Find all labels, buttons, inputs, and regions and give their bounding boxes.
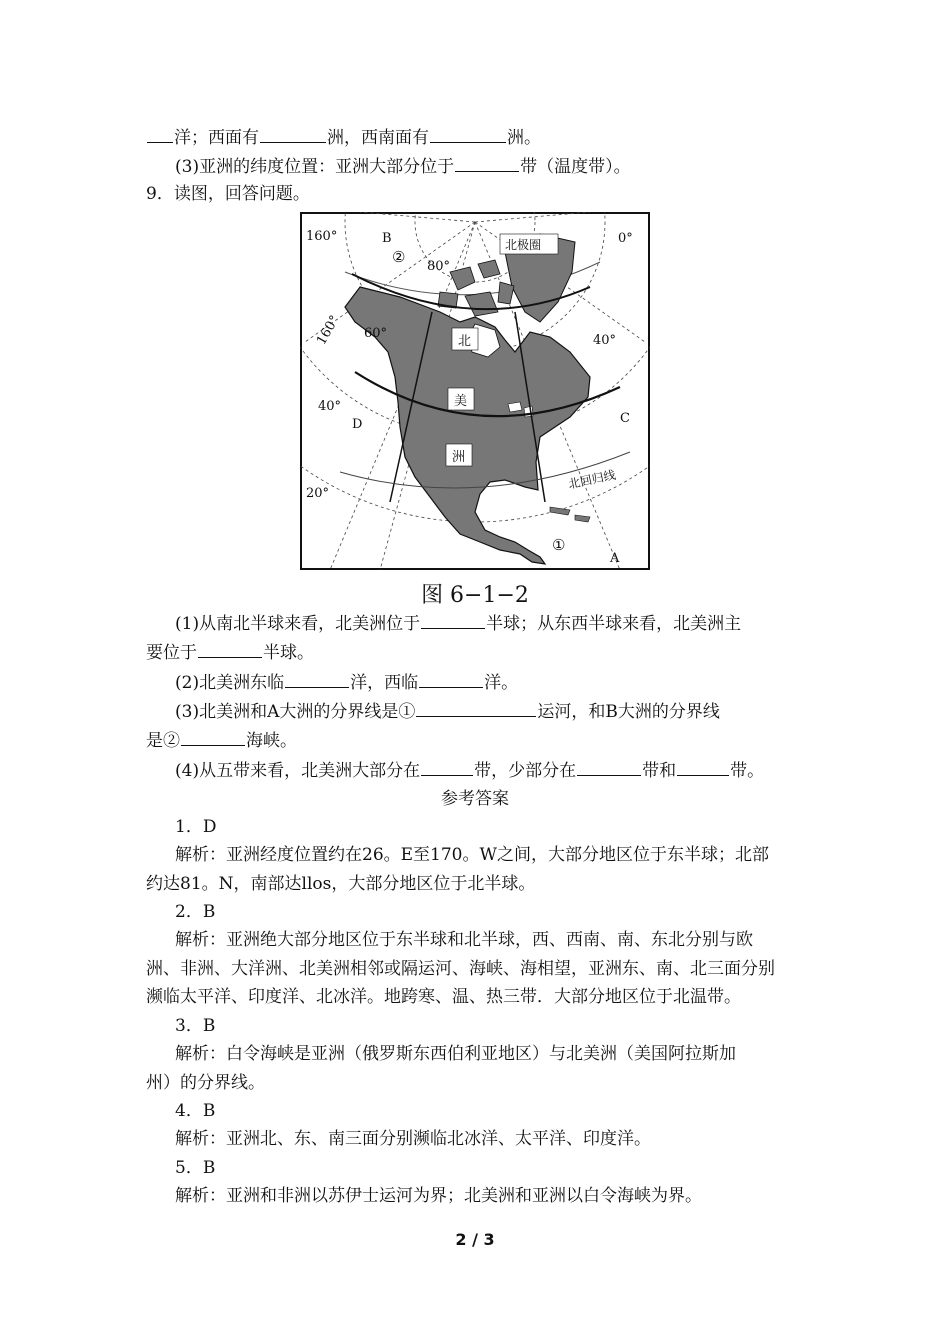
- map-label-lon0: 0°: [618, 231, 633, 246]
- answer-blank[interactable]: [455, 155, 519, 172]
- map-label-lon40: 40°: [593, 333, 617, 348]
- map-label-zhou: 洲: [452, 450, 466, 465]
- map-label-tropic: 北回归线: [567, 467, 617, 492]
- map-label-mei: 美: [454, 394, 468, 409]
- answer-blank[interactable]: [181, 729, 245, 746]
- map-label-D: D: [352, 417, 363, 432]
- map-label-bei: 北: [458, 334, 472, 349]
- answer-blank[interactable]: [285, 671, 349, 688]
- q9-p4: (4)从五带来看，北美洲大部分在 带，少部分在 带和 带。: [175, 761, 765, 781]
- answer-blank[interactable]: [419, 671, 483, 688]
- answer-2-explanation-1: 解析：亚洲绝大部分地区位于东半球和北半球，西、西南、南、东北分别与欧: [175, 930, 753, 950]
- map-label-circle2: ②: [392, 248, 406, 266]
- answer-blank[interactable]: [260, 126, 326, 143]
- map-label-lon160: 160°: [306, 229, 338, 244]
- q8-line2: (3)亚洲的纬度位置：亚洲大部分位于 带（温度带）。: [175, 157, 631, 177]
- answer-blank[interactable]: [677, 759, 729, 776]
- north-america-map: [300, 212, 650, 570]
- q9-p3-line1: (3)北美洲和A大洲的分界线是① 运河，和B大洲的分界线: [175, 702, 720, 722]
- map-label-arctic: 北极圈: [505, 238, 542, 252]
- answers-heading: 参考答案: [441, 789, 509, 809]
- map-label-C: C: [620, 411, 630, 426]
- answer-blank[interactable]: [147, 126, 173, 143]
- map-label-circle1: ①: [552, 536, 566, 554]
- q8-line1: 洋；西面有 洲，西南面有 洲。: [146, 126, 541, 149]
- map-label-B: B: [382, 231, 392, 246]
- q9-p1-line1: (1)从南北半球来看，北美洲位于 半球；从东西半球来看，北美洲主: [175, 614, 742, 634]
- answer-4: 4．B: [175, 1101, 216, 1121]
- answer-5-explanation-1: 解析：亚洲和非洲以苏伊士运河为界；北美洲和亚洲以白令海峡为界。: [175, 1186, 702, 1206]
- answer-blank[interactable]: [577, 759, 641, 776]
- answer-blank[interactable]: [198, 641, 262, 658]
- q9-p1-line2: 要位于 半球。: [146, 643, 314, 663]
- map-label-lat80: 80°: [427, 259, 451, 274]
- answer-2: 2．B: [175, 902, 216, 922]
- answer-blank[interactable]: [421, 759, 473, 776]
- answer-3-explanation-1: 解析：白令海峡是亚洲（俄罗斯东西伯利亚地区）与北美洲（美国阿拉斯加: [175, 1044, 736, 1064]
- map-label-lat60: 60°: [364, 326, 388, 341]
- figure-caption: 图 6−1−2: [421, 583, 529, 608]
- answer-1: 1．D: [175, 817, 217, 837]
- map-label-lon160b: 160°: [314, 313, 343, 348]
- answer-3: 3．B: [175, 1016, 216, 1036]
- answer-3-explanation-2: 州）的分界线。: [146, 1073, 265, 1093]
- answer-5: 5．B: [175, 1158, 216, 1178]
- answer-blank[interactable]: [421, 612, 485, 629]
- answer-2-explanation-3: 濒临太平洋、印度洋、北冰洋。地跨寒、温、热三带．大部分地区位于北温带。: [146, 987, 741, 1007]
- q9-title: 9．读图，回答问题。: [146, 184, 310, 204]
- page-number: 2 / 3: [455, 1230, 495, 1249]
- answer-1-explanation-1: 解析：亚洲经度位置约在26。E至170。W之间，大部分地区位于东半球；北部: [175, 845, 769, 865]
- answer-4-explanation-1: 解析：亚洲北、东、南三面分别濒临北冰洋、太平洋、印度洋。: [175, 1129, 651, 1149]
- answer-1-explanation-2: 约达81。N，南部达llos，大部分地区位于北半球。: [146, 874, 536, 894]
- answer-blank[interactable]: [430, 126, 506, 143]
- map-label-lat40: 40°: [318, 399, 342, 414]
- q9-p2: (2)北美洲东临 洋，西临 洋。: [175, 673, 519, 693]
- map-label-A: A: [610, 551, 620, 566]
- q9-p3-line2: 是② 海峡。: [146, 731, 297, 751]
- answer-blank[interactable]: [416, 700, 536, 717]
- map-label-lat20: 20°: [306, 486, 330, 501]
- answer-2-explanation-2: 洲、非洲、大洋洲、北美洲相邻或隔运河、海峡、海相望，亚洲东、南、北三面分别: [146, 959, 775, 979]
